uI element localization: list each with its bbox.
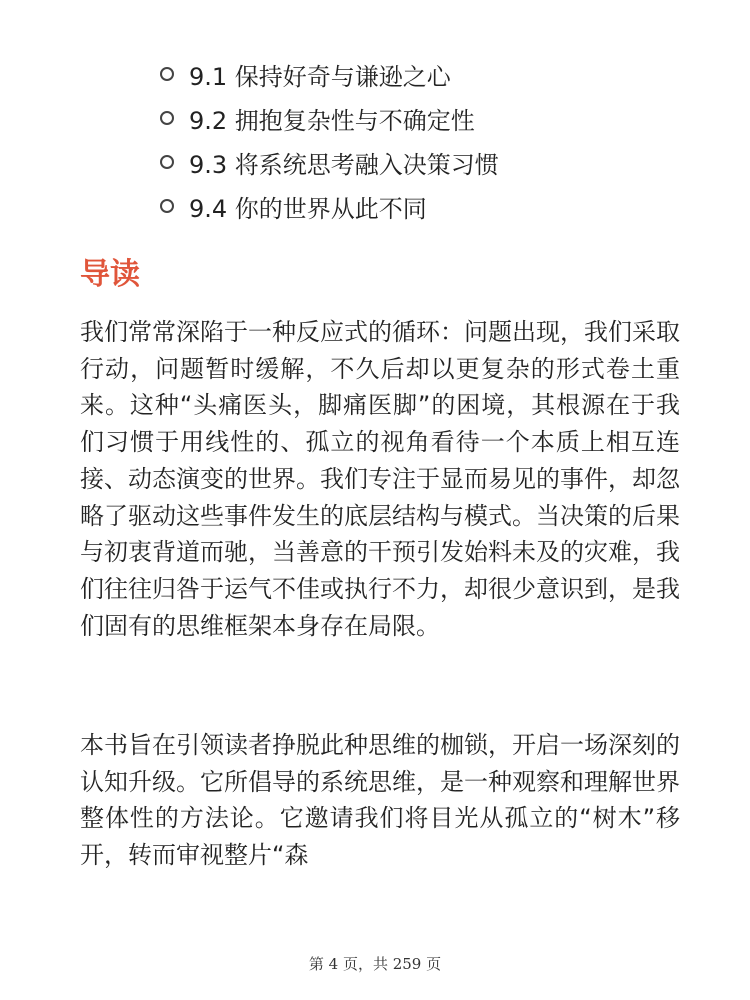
body-paragraph: 本书旨在引领读者挣脱此种思维的枷锁，开启一场深刻的认知升级。它所倡导的系统思维，是一种观察和理解世界整体性的方法论。它邀请我们将目光从孤立的“树木”移开，转而审视整片“森 (80, 731, 680, 870)
body-paragraph: 我们常常深陷于一种反应式的循环：问题出现，我们采取行动，问题暂时缓解，不久后却以更复杂的形式卷土重来。这种“头痛医头，脚痛医脚”的困境，其根源在于我们习惯于用线性的、孤立的视角看待一个本质上相互连接、动态演变的世界。我们专注于显而易见的事件，却忽略了驱动这些事件发生的底层结构与模式。当决策的后果与初衷背道而驰，当善意的干预引发始料未及的灾难，我们往往归咎于运气不佳或执行不力，却很少意识到，是我们固有的思维框架本身存在局限。 (80, 318, 680, 640)
toc-item[interactable] (160, 184, 499, 228)
page-number: 第 4 页，共 259 页 (308, 955, 442, 973)
toc-item-label: 9.3 将系统思考融入决策习惯 (189, 150, 499, 179)
toc-item[interactable] (160, 52, 499, 96)
toc-item[interactable] (160, 96, 499, 140)
toc-item-label: 9.1 保持好奇与谦逊之心 (189, 62, 451, 91)
circle-bullet-icon (160, 199, 174, 213)
toc-item-label: 9.2 拥抱复杂性与不确定性 (189, 106, 475, 135)
circle-bullet-icon (160, 155, 174, 169)
section-heading: 导读 (80, 257, 140, 292)
circle-bullet-icon (160, 111, 174, 125)
toc-item[interactable] (160, 140, 499, 184)
circle-bullet-icon (160, 67, 174, 81)
toc-item-label: 9.4 你的世界从此不同 (189, 194, 427, 223)
table-of-contents (160, 52, 499, 228)
